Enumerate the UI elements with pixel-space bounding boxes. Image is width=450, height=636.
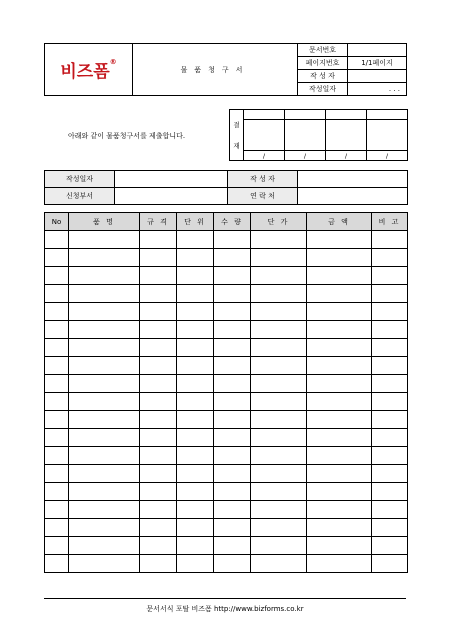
cell-spec[interactable] [140,501,177,519]
info-date-label: 작성일자 [45,171,115,188]
info-dept-label: 신청부서 [45,188,115,205]
approval-sign-cell[interactable] [285,120,326,151]
col-amount-header: 금 액 [307,213,372,231]
cell-qty[interactable] [214,339,251,357]
approval-label: 결 재 [230,110,244,161]
cell-price[interactable] [251,519,307,537]
cell-price[interactable] [251,555,307,573]
cell-price[interactable] [251,375,307,393]
cell-amount[interactable] [307,555,372,573]
cell-name[interactable] [69,231,140,249]
footer-text: 문서서식 포탈 비즈폼 http://www.bizforms.co.kr [146,605,304,613]
cell-note[interactable] [372,339,408,357]
cell-qty[interactable] [214,465,251,483]
cell-name[interactable] [69,483,140,501]
cell-qty[interactable] [214,285,251,303]
col-name-header: 품 명 [69,213,140,231]
cell-amount[interactable] [307,249,372,267]
table-row [45,519,408,537]
table-row [45,321,408,339]
cell-amount[interactable] [307,465,372,483]
cell-spec[interactable] [140,519,177,537]
cell-note[interactable] [372,483,408,501]
cell-name[interactable] [69,411,140,429]
header-date-label: 작성일자 [298,83,348,96]
cell-qty[interactable] [214,303,251,321]
cell-spec[interactable] [140,555,177,573]
cell-qty[interactable] [214,321,251,339]
header-date-field[interactable]: . . . [348,83,407,96]
page-number-label: 페이지번호 [298,57,348,70]
cell-unit[interactable] [177,375,214,393]
approval-box [229,109,408,161]
cell-price[interactable] [251,537,307,555]
cell-spec[interactable] [140,339,177,357]
cell-unit[interactable] [177,537,214,555]
cell-unit[interactable] [177,411,214,429]
table-row [45,249,408,267]
cell-unit[interactable] [177,465,214,483]
cell-note[interactable] [372,321,408,339]
cell-no[interactable] [45,285,69,303]
bizforms-logo: 비즈폼® [60,58,117,82]
approval-sign-cell[interactable] [367,120,408,151]
document-header [44,43,407,96]
cell-unit[interactable] [177,501,214,519]
footer-divider [44,598,406,599]
table-row [45,267,408,285]
cell-name[interactable] [69,555,140,573]
cell-amount[interactable] [307,447,372,465]
cell-note[interactable] [372,393,408,411]
cell-no[interactable] [45,483,69,501]
table-row [45,501,408,519]
cell-amount[interactable] [307,285,372,303]
cell-amount[interactable] [307,519,372,537]
cell-unit[interactable] [177,285,214,303]
cell-qty[interactable] [214,483,251,501]
cell-spec[interactable] [140,411,177,429]
table-row [45,303,408,321]
cell-price[interactable] [251,357,307,375]
request-info [44,170,408,205]
cell-no[interactable] [45,501,69,519]
cell-price[interactable] [251,303,307,321]
cell-no[interactable] [45,429,69,447]
table-row [45,429,408,447]
cell-unit[interactable] [177,447,214,465]
cell-note[interactable] [372,465,408,483]
table-row [45,447,408,465]
cell-name[interactable] [69,249,140,267]
cell-price[interactable] [251,393,307,411]
cell-no[interactable] [45,339,69,357]
cell-amount[interactable] [307,303,372,321]
cell-unit[interactable] [177,555,214,573]
cell-no[interactable] [45,303,69,321]
cell-qty[interactable] [214,375,251,393]
cell-unit[interactable] [177,267,214,285]
cell-unit[interactable] [177,249,214,267]
cell-spec[interactable] [140,393,177,411]
cell-qty[interactable] [214,537,251,555]
cell-unit[interactable] [177,519,214,537]
cell-note[interactable] [372,375,408,393]
items-table [44,212,408,573]
cell-spec[interactable] [140,321,177,339]
cell-amount[interactable] [307,411,372,429]
approval-title-cell[interactable] [367,110,408,120]
cell-spec[interactable] [140,447,177,465]
cell-spec[interactable] [140,231,177,249]
approval-title-cell[interactable] [326,110,367,120]
cell-price[interactable] [251,483,307,501]
cell-name[interactable] [69,429,140,447]
cell-no[interactable] [45,267,69,285]
cell-note[interactable] [372,249,408,267]
cell-price[interactable] [251,339,307,357]
approval-title-cell[interactable] [285,110,326,120]
items-header-row [45,213,408,231]
info-writer-field[interactable] [298,171,408,188]
cell-note[interactable] [372,285,408,303]
cell-unit[interactable] [177,483,214,501]
cell-no[interactable] [45,231,69,249]
cell-no[interactable] [45,519,69,537]
info-contact-label: 연 락 처 [228,188,298,205]
info-contact-field[interactable] [298,188,408,205]
table-row [45,375,408,393]
cell-qty[interactable] [214,411,251,429]
cell-unit[interactable] [177,357,214,375]
table-row [45,357,408,375]
table-row [45,537,408,555]
col-unit-header: 단 위 [177,213,214,231]
cell-unit[interactable] [177,393,214,411]
cell-qty[interactable] [214,447,251,465]
cell-amount[interactable] [307,393,372,411]
items-body [45,231,408,573]
cell-name[interactable] [69,465,140,483]
cell-spec[interactable] [140,483,177,501]
cell-qty[interactable] [214,393,251,411]
cell-amount[interactable] [307,483,372,501]
logo-cell [45,44,133,96]
approval-date-cell[interactable]: / [326,151,367,161]
approval-sign-cell[interactable] [326,120,367,151]
cell-qty[interactable] [214,231,251,249]
document-title: 물품청구서 [133,44,298,96]
cell-amount[interactable] [307,501,372,519]
cell-amount[interactable] [307,357,372,375]
page-number-field: 1/1페이지 [348,57,407,70]
cell-amount[interactable] [307,321,372,339]
cell-note[interactable] [372,429,408,447]
cell-price[interactable] [251,411,307,429]
approval-title-cell[interactable] [244,110,285,120]
col-no-header: No [45,213,69,231]
cell-no[interactable] [45,357,69,375]
doc-number-label: 문서번호 [298,44,348,57]
cell-price[interactable] [251,321,307,339]
table-row [45,393,408,411]
cell-price[interactable] [251,285,307,303]
cell-amount[interactable] [307,339,372,357]
cell-price[interactable] [251,447,307,465]
cell-unit[interactable] [177,429,214,447]
cell-name[interactable] [69,339,140,357]
cell-name[interactable] [69,447,140,465]
cell-name[interactable] [69,357,140,375]
cell-note[interactable] [372,447,408,465]
cell-no[interactable] [45,537,69,555]
cell-no[interactable] [45,393,69,411]
cell-spec[interactable] [140,285,177,303]
cell-no[interactable] [45,465,69,483]
cell-amount[interactable] [307,429,372,447]
cell-no[interactable] [45,411,69,429]
table-row [45,231,408,249]
cell-qty[interactable] [214,429,251,447]
col-note-header: 비 고 [372,213,408,231]
cell-name[interactable] [69,537,140,555]
cell-spec[interactable] [140,267,177,285]
cell-qty[interactable] [214,519,251,537]
table-row [45,465,408,483]
cell-note[interactable] [372,357,408,375]
header-writer-label: 작 성 자 [298,70,348,83]
cell-note[interactable] [372,411,408,429]
cell-spec[interactable] [140,357,177,375]
cell-price[interactable] [251,249,307,267]
cell-qty[interactable] [214,249,251,267]
info-dept-field[interactable] [115,188,228,205]
cell-price[interactable] [251,267,307,285]
cell-name[interactable] [69,303,140,321]
cell-name[interactable] [69,501,140,519]
approval-date-cell[interactable]: / [285,151,326,161]
cell-qty[interactable] [214,267,251,285]
cell-price[interactable] [251,501,307,519]
cell-no[interactable] [45,321,69,339]
approval-date-cell[interactable]: / [367,151,408,161]
cell-note[interactable] [372,231,408,249]
cell-note[interactable] [372,267,408,285]
col-qty-header: 수 량 [214,213,251,231]
cell-no[interactable] [45,555,69,573]
approval-sign-cell[interactable] [244,120,285,151]
cell-note[interactable] [372,555,408,573]
cell-name[interactable] [69,321,140,339]
header-writer-field[interactable] [348,70,407,83]
cell-amount[interactable] [307,231,372,249]
cell-spec[interactable] [140,429,177,447]
approval-date-cell[interactable]: / [244,151,285,161]
cell-amount[interactable] [307,267,372,285]
info-writer-label: 작 성 자 [228,171,298,188]
table-row [45,339,408,357]
cell-no[interactable] [45,447,69,465]
cell-name[interactable] [69,285,140,303]
cell-no[interactable] [45,375,69,393]
cell-no[interactable] [45,249,69,267]
cell-unit[interactable] [177,231,214,249]
cell-name[interactable] [69,375,140,393]
cell-amount[interactable] [307,537,372,555]
cell-amount[interactable] [307,375,372,393]
cell-price[interactable] [251,465,307,483]
col-spec-header: 규 격 [140,213,177,231]
cell-unit[interactable] [177,339,214,357]
cell-unit[interactable] [177,321,214,339]
col-price-header: 단 가 [251,213,307,231]
cell-note[interactable] [372,519,408,537]
intro-text: 아래와 같이 물품청구서를 제출합니다. [68,132,186,140]
table-row [45,285,408,303]
cell-name[interactable] [69,519,140,537]
cell-spec[interactable] [140,375,177,393]
table-row [45,555,408,573]
cell-price[interactable] [251,231,307,249]
doc-number-field[interactable] [348,44,407,57]
cell-note[interactable] [372,303,408,321]
cell-name[interactable] [69,393,140,411]
info-date-field[interactable] [115,171,228,188]
cell-price[interactable] [251,429,307,447]
cell-qty[interactable] [214,357,251,375]
cell-qty[interactable] [214,501,251,519]
cell-note[interactable] [372,537,408,555]
cell-qty[interactable] [214,555,251,573]
table-row [45,483,408,501]
table-row [45,411,408,429]
cell-name[interactable] [69,267,140,285]
cell-spec[interactable] [140,537,177,555]
cell-spec[interactable] [140,249,177,267]
cell-spec[interactable] [140,303,177,321]
cell-unit[interactable] [177,303,214,321]
cell-note[interactable] [372,501,408,519]
cell-spec[interactable] [140,465,177,483]
